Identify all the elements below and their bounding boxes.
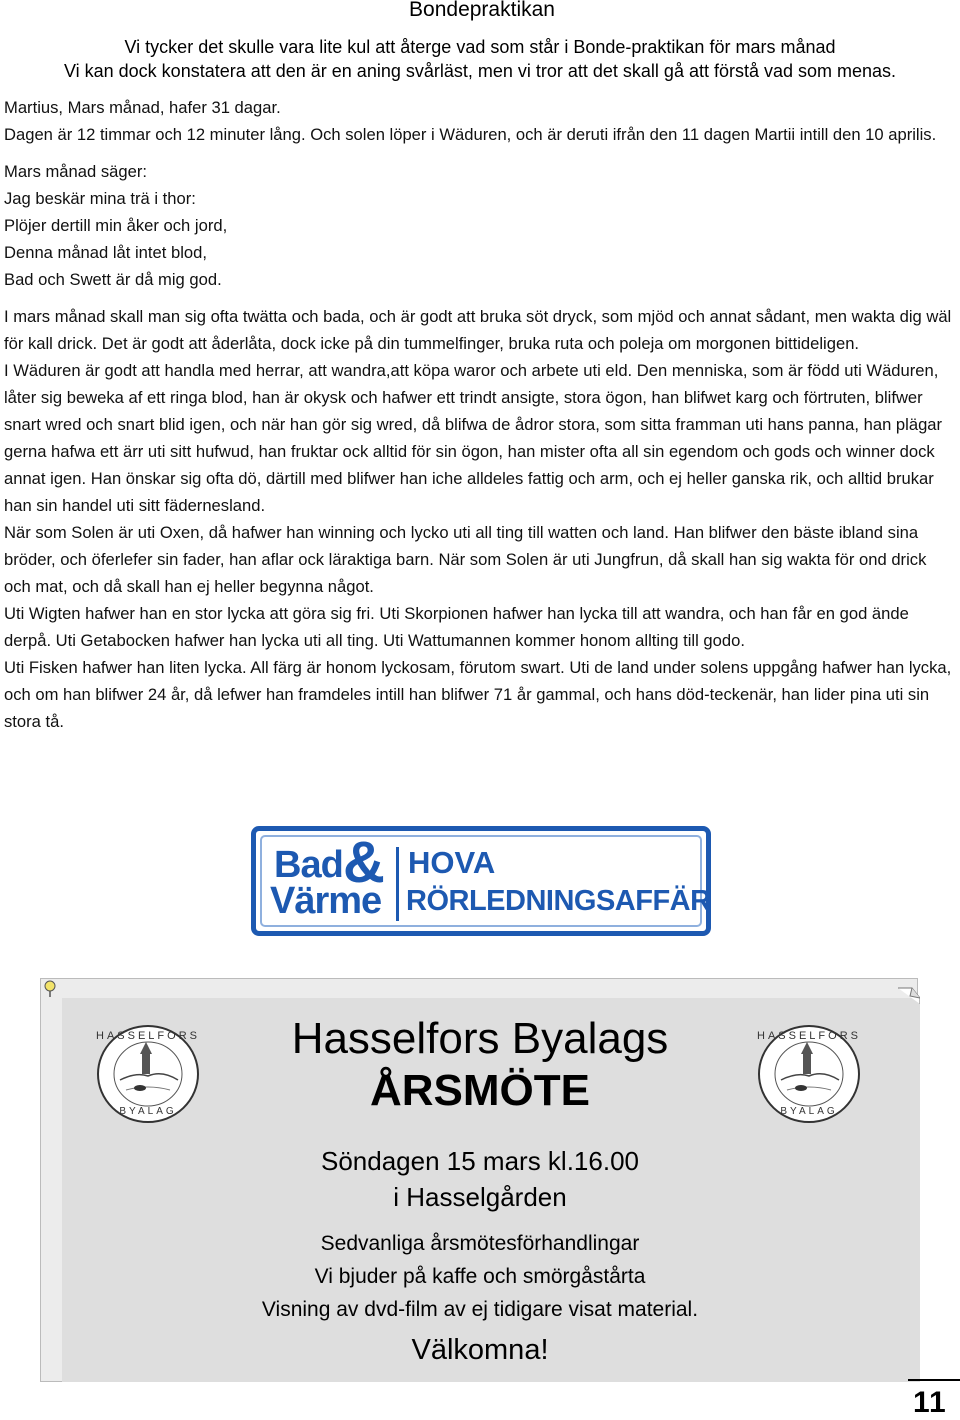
logo-ampersand: & (343, 830, 385, 895)
intro-line: Vi kan dock konstatera att den är en aning svårläst, men vi tror att det skall gå att förstå vad som menas. (63, 61, 897, 81)
intro-line: Vi tycker det skulle vara lite kul att återge vad som står i Bonde-praktikan för mars månad (124, 37, 836, 57)
article-body (4, 94, 956, 735)
page-curl-icon (898, 986, 920, 1004)
meeting-place: i Hasselgården (393, 1182, 567, 1212)
paragraph: Uti Wigten hafwer han en stor lycka att göra sig fri. Uti Skorpionen hafwer han lycka till att wandra, och han får en god ände derpå. Uti Getabocken hafwer han lycka uti all ting. Uti Wattumannen kommer honom allting till godo. (4, 604, 909, 650)
notice-line: Visning av dvd-film av ej tidigare visat material. (261, 1298, 699, 1321)
poem-line: Plöjer dertill min åker och jord, (4, 216, 228, 235)
page-number: 11 (913, 1386, 947, 1419)
paragraph: Martius, Mars månad, hafer 31 dagar. (4, 98, 281, 117)
seal-left-text: HASSELFORS BYALAG (96, 1030, 200, 1117)
meeting-date: Söndagen 15 mars kl.16.00 (321, 1146, 639, 1176)
seal-right-text: HASSELFORS BYALAG (757, 1030, 861, 1117)
notice-heading: ÅRSMÖTE (370, 1066, 590, 1115)
paragraph: I mars månad skall man sig ofta twätta och bada, och är godt att bruka söt dryck, som mjöd och annat sådant, men wakta dig wäl för kall drick. Det är godt att åderlåta, dock icke på din tummelfinger, bruka ruta och poleja om morgonen bittideligen. (4, 307, 952, 353)
notice-line: Sedvanliga årsmötesförhandlingar (320, 1232, 640, 1255)
notice-title: Hasselfors Byalags (291, 1014, 669, 1063)
poem-line: Jag beskär mina trä i thor: (4, 189, 196, 208)
logo-varme-text: Värme (270, 880, 382, 922)
poem-line: Denna månad låt intet blod, (4, 243, 207, 262)
logo-bad-text: Bad (274, 844, 343, 886)
pin-icon (43, 979, 57, 997)
logo-hova-text: HOVA (408, 845, 496, 880)
poem-line: Mars månad säger: (4, 162, 147, 181)
paragraph: När som Solen är uti Oxen, då hafwer han winning och lycko uti all ting till watten och land. Han blifwer den bäste ibland sina bröder, och öferlefer sin fader, han aflar ock läraktiga barn. När som Solen är uti Jungfrun, då skall han sig wakta för ond drick och mat, och då skall han ej heller begynna något. (4, 523, 927, 596)
notice-line: Vi bjuder på kaffe och smörgåstårta (314, 1265, 646, 1288)
logo-divider (396, 847, 399, 921)
logo-store-text: RÖRLEDNINGSAFFÄR (406, 885, 711, 917)
welcome-text: Välkomna! (411, 1334, 549, 1366)
intro (0, 35, 960, 83)
paragraph: Dagen är 12 timmar och 12 minuter lång. Och solen löper i Wäduren, och är deruti ifrån den 11 dagen Martii intill den 10 aprilis. (4, 125, 937, 144)
poem-line: Bad och Swett är då mig god. (4, 270, 222, 289)
poem (4, 158, 956, 293)
page-title: Bondepraktikan (409, 0, 555, 21)
paragraph: Uti Fisken hafwer han liten lycka. All färg är honom lyckosam, förutom swart. Uti de land under solens uppgång hafwer han lycka, och om han blifwer 24 år, då lefwer han framdeles intill han blifwer 71 år gammal, och hans död-teckenär, han lider pina uti sin stora tå. (4, 658, 952, 731)
advert-logo (251, 826, 711, 936)
page-number-rule (908, 1379, 960, 1381)
paragraph: I Wäduren är godt att handla med herrar, att wandra,att köpa waror och arbete uti eld. Den menniska, som är född uti Wäduren, låter sig beweka af ett ringa blod, han är okysk och hafwer ett trindt ansigte, stora ögon, han blifwet karg och förtruten, blifwer snart wred och snart blid igen, och när han gör sig wred, då blifwa de ådror stora, som sitta framman uti hans panna, han plägar gerna hafwa ett ärr uti sitt hufwud, han fruktar ock alltid för sin ögon, han mister ofta all sin egendom och gods och winner dock annat igen. Han önskar sig ofta dö, därtill med blifwer han iche alldeles fattig och arm, och ej heller ganska rik, och alltid brukar han sin handel uti sitt fädernesland. (4, 361, 943, 515)
